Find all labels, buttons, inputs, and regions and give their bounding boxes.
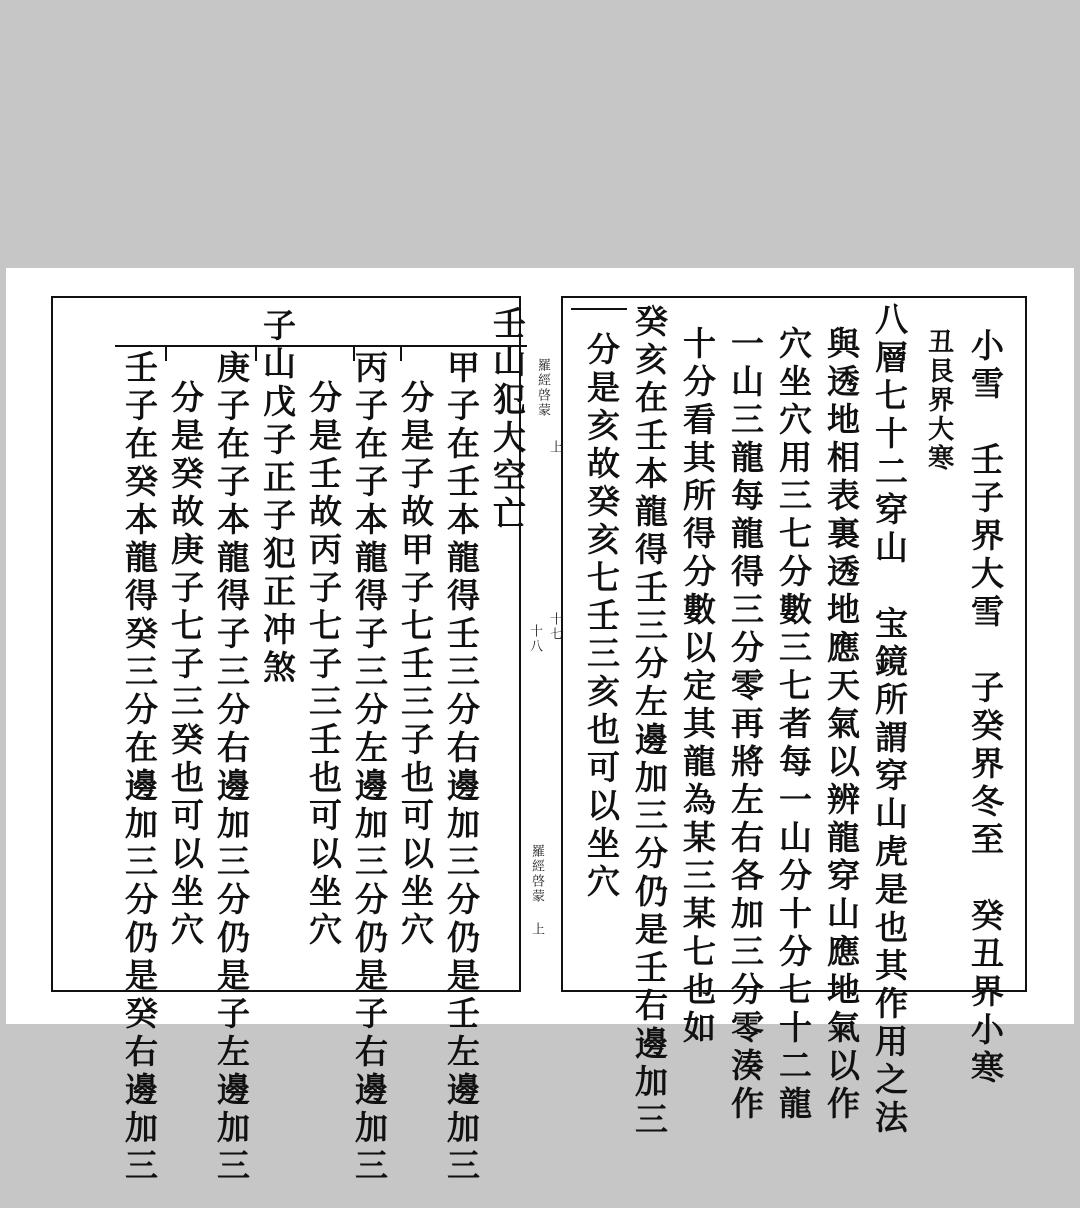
right-column-2: 丑艮界大寒: [923, 328, 954, 473]
left-column-4: 丙子在子本龍得子三分左邊加三分仍是子右邊加三: [349, 350, 389, 1186]
right-column-9: 分是亥故癸亥七壬三亥也可以坐穴: [581, 332, 621, 902]
left-header-tick: [165, 345, 167, 361]
right-column-8: 癸亥在壬本龍得壬三分左邊加三分仍是壬右邊加三: [629, 304, 669, 1140]
right-column-5: 穴坐穴用三七分數三七者每一山分十分七十二龍: [773, 326, 813, 1124]
page-gutter: [521, 268, 561, 1024]
right-column-3: 八層七十二穿山 宝鏡所謂穿山虎是也其作用之法: [869, 302, 909, 1138]
left-column-6: 子山戊子正子犯正冲煞: [257, 308, 297, 688]
left-column-7: 庚子在子本龍得子三分右邊加三分仍是子左邊加三: [211, 350, 251, 1186]
right-column-1: 小雪 壬子界大雪 子癸界冬至 癸丑界小寒: [965, 328, 1005, 1088]
left-column-2: 甲子在壬本龍得壬三分右邊加三分仍是壬左邊加三: [441, 350, 481, 1186]
left-column-8: 分是癸故庚子七子三癸也可以坐穴: [165, 380, 205, 950]
right-column-4: 與透地相表裏透地應天氣以辨龍穿山應地氣以作: [821, 326, 861, 1124]
left-column-3: 分是子故甲子七壬三子也可以坐穴: [395, 380, 435, 950]
book-spread: [6, 268, 1074, 1186]
right-page: [561, 296, 1027, 1140]
left-header-rule: [115, 345, 527, 347]
running-title-top: 羅經啓蒙: [535, 358, 550, 418]
left-header-tick: [400, 345, 402, 361]
left-column-9: 壬子在癸本龍得癸三分在邊加三分仍是癸右邊加三: [119, 350, 159, 1186]
left-column-1: 壬山犯大空亡: [487, 306, 527, 534]
volume-mark-top: 上: [547, 440, 562, 455]
volume-mark-bottom: 上: [529, 922, 544, 937]
right-header-rule: [571, 308, 627, 310]
page-number-right: 十七: [547, 612, 562, 642]
right-column-7: 十分看其所得分數以定其龍為某三某七也如: [677, 326, 717, 1048]
left-page: [51, 296, 527, 1186]
page-number-left: 十八: [527, 624, 542, 654]
running-title-bottom: 羅經啓蒙: [529, 844, 544, 904]
right-column-6: 一山三龍每龍得三分零再將左右各加三分零湊作: [725, 326, 765, 1124]
left-column-5: 分是壬故丙子七子三壬也可以坐穴: [303, 380, 343, 950]
